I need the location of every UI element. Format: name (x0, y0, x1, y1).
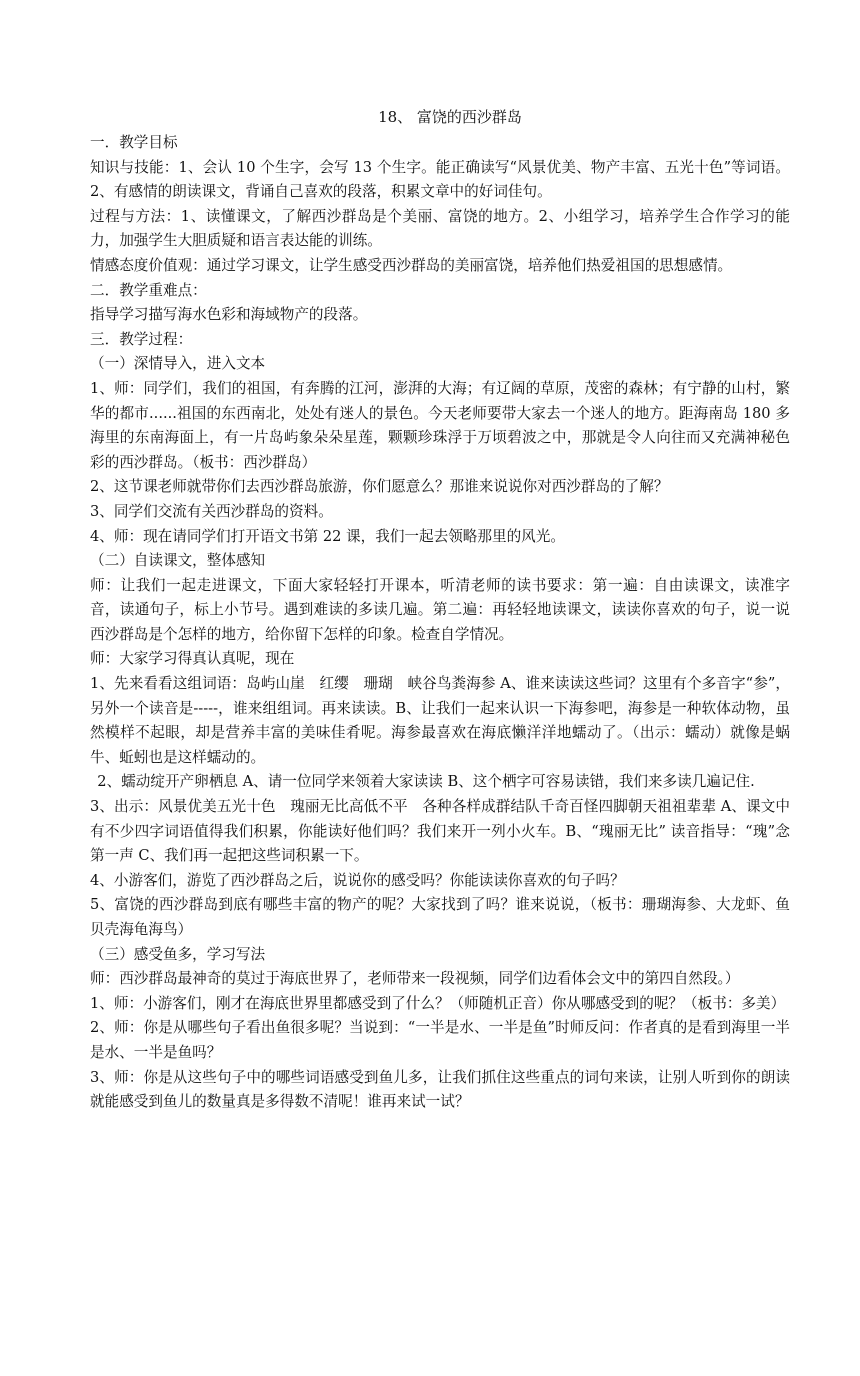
paragraph: 3、同学们交流有关西沙群岛的资料。 (90, 502, 333, 520)
paragraph: 3、师：你是从这些句子中的哪些词语感受到鱼儿多，让我们抓住这些重点的词句来读，让别人听到你的朗读就能感受到鱼儿的数量真是多得数不清呢！谁再来试一试？ (90, 1068, 790, 1111)
section-heading-process: 三．教学过程： (90, 330, 193, 348)
paragraph: 2、这节课老师就带你们去西沙群岛旅游，你们愿意么？那谁来说说你对西沙群岛的了解？ (90, 478, 669, 496)
paragraph: 4、小游客们，游览了西沙群岛之后，说说你的感受吗？你能读读你喜欢的句子吗？ (90, 871, 625, 889)
section-heading-objectives: 一．教学目标 (90, 134, 178, 151)
paragraph: 师：让我们一起走进课文，下面大家轻轻打开课本，听清老师的读书要求：第一遍：自由读课文，读准字音，读通句子，标上小节号。遇到难读的多读几遍。第二遍：再轻轻地读课文，读读你喜欢的句子，说一说西沙群岛是个怎样的地方，给你留下怎样的印象。检查自学情况。 (90, 576, 790, 643)
paragraph: 5、富饶的西沙群岛到底有哪些丰富的物产的呢？大家找到了吗？谁来说说，（板书：珊瑚海参、大龙虾、鱼贝壳海龟海鸟） (90, 896, 790, 938)
paragraph: 师：西沙群岛最神奇的莫过于海底世界了，老师带来一段视频，同学们边看体会文中的第四自然段。） (90, 970, 740, 988)
paragraph: 1、师：同学们，我们的祖国，有奔腾的江河，澎湃的大海；有辽阔的草原，茂密的森林；有宁静的山村，繁华的都市......祖国的东西南北，处处有迷人的景色。今天老师要带大家去一个迷人的地方。距海南岛 180 多海里的东南海面上，有一片岛屿象朵朵星莲，颗颗珍珠浮于万顷碧波之中，那就是令人向往而又充满神秘色彩的西沙群岛。（板书：西沙群岛） (90, 379, 790, 471)
paragraph: 3、出示：风景优美五光十色 瑰丽无比高低不平 各种各样成群结队千奇百怪四脚朝天祖祖辈辈 A、课文中有不少四字词语值得我们积累，你能读好他们吗？我们来开一列小火车。B、“瑰丽无比” 读音指导：“瑰”念第一声 C、我们再一起把这些词积累一下。 (90, 798, 790, 865)
key-points-text: 指导学习描写海水色彩和海域物产的段落。 (90, 306, 368, 324)
subsection-heading-intro: （一）深情导入，进入文本 (90, 355, 266, 373)
objective-emotion-values: 情感态度价值观：通过学习课文，让学生感受西沙群岛的美丽富饶，培养他们热爱祖国的思想感情。 (90, 256, 733, 274)
document-title: 18、 富饶的西沙群岛 (378, 108, 522, 126)
paragraph: 2、师：你是从哪些句子看出鱼很多呢？当说到：“一半是水、一半是鱼”时师反问：作者真的是看到海里一半是水、一半是鱼吗？ (90, 1019, 790, 1061)
paragraph: 师：大家学习得真认真呢，现在 (90, 650, 295, 668)
paragraph: 4、师：现在请同学们打开语文书第 22 课，我们一起去领略那里的风光。 (90, 527, 565, 545)
paragraph: 2、蠕动绽开产卵栖息 A、请一位同学来领着大家读读 B、这个栖字可容易读错，我们来多读几遍记住. (97, 773, 755, 791)
objective-process-methods: 过程与方法：1、读懂课文，了解西沙群岛是个美丽、富饶的地方。2、小组学习，培养学生合作学习的能力，加强学生大胆质疑和语言表达能的训练。 (90, 207, 790, 250)
objective-knowledge-skills: 知识与技能：1、会认 10 个生字，会写 13 个生字。能正确读写“风景优美、物产丰富、五光十色”等词语。2、有感情的朗读课文，背诵自己喜欢的段落，积累文章中的好词佳句。 (90, 158, 790, 201)
section-heading-key-points: 二．教学重难点： (90, 281, 207, 299)
subsection-heading-fish: （三）感受鱼多，学习写法 (90, 945, 266, 963)
subsection-heading-self-reading: （二）自读课文，整体感知 (90, 552, 266, 570)
paragraph: 1、师：小游客们，刚才在海底世界里都感受到了什么？（师随机正音）你从哪感受到的呢？（板书：多美） (90, 994, 786, 1012)
paragraph: 1、先来看看这组词语：岛屿山崖 红缨 珊瑚 峡谷鸟粪海参 A、谁来读读这些词？这里有个多音字“参”，另外一个读音是-----，谁来组组词。再来读读。B、让我们一起来认识一下海参吧，海参是一种软体动物，虽然模样不起眼，却是营养丰富的美味佳肴呢。海参最喜欢在海底懒洋洋地蠕动了。（出示：蠕动）就像是蜗牛、蚯蚓也是这样蠕动的。 (90, 675, 790, 766)
